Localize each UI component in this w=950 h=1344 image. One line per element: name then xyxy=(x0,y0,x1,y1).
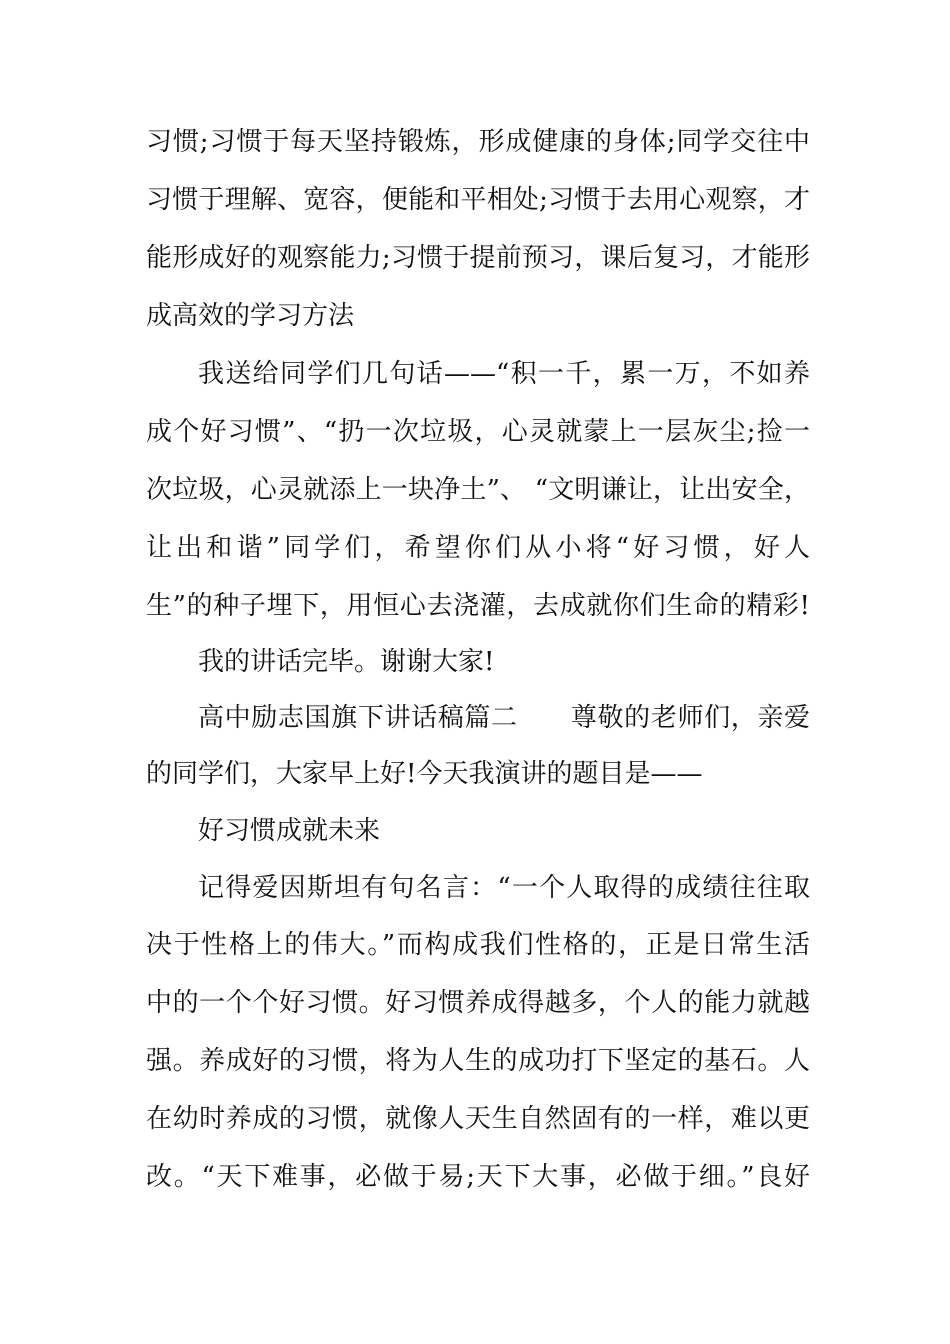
text-line: 生”的种子埋下，用恒心去浇灌，去成就你们生命的精彩! xyxy=(146,591,810,621)
text-line: 成个好习惯”、“扔一次垃圾，心灵就蒙上一层灰尘;捡一 xyxy=(146,417,810,447)
paragraph-first-line: 记得爱因斯坦有句名言：“一个人取得的成绩往往取 xyxy=(198,873,810,903)
text-line: 强。养成好的习惯，将为人生的成功打下坚定的基石。人 xyxy=(146,1046,810,1076)
text-line: 习惯;习惯于每天坚持锻炼，形成健康的身体;同学交往中 xyxy=(146,127,810,157)
text-line: 能形成好的观察能力;习惯于提前预习，课后复习，才能形 xyxy=(146,243,810,273)
text-line: 次垃圾，心灵就添上一块净土”、 “文明谦让，让出安全， xyxy=(146,475,810,505)
text-line: 让出和谐”同学们，希望你们从小将“好习惯，好人 xyxy=(146,533,810,563)
paragraph-first-line: 我的讲话完毕。谢谢大家! xyxy=(198,647,495,677)
speech-title: 好习惯成就未来 xyxy=(198,816,381,846)
text-line: 成高效的学习方法 xyxy=(146,301,355,331)
text-line: 中的一个个好习惯。好习惯养成得越多，个人的能力就越 xyxy=(146,988,810,1018)
paragraph-first-line: 我送给同学们几句话——“积一千，累一万，不如养 xyxy=(198,359,810,389)
text-line: 改。“天下难事，必做于易;天下大事，必做于细。”良好 xyxy=(146,1162,810,1192)
text-line: 的同学们，大家早上好!今天我演讲的题目是—— xyxy=(146,759,703,789)
text-line: 习惯于理解、宽容，便能和平相处;习惯于去用心观察，才 xyxy=(146,185,810,215)
section-heading-line: 高中励志国旗下讲话稿篇二 尊敬的老师们，亲爱 xyxy=(198,703,810,733)
text-line: 决于性格上的伟大。”而构成我们性格的，正是日常生活 xyxy=(146,930,810,960)
text-line: 在幼时养成的习惯，就像人天生自然固有的一样，难以更 xyxy=(146,1104,810,1134)
